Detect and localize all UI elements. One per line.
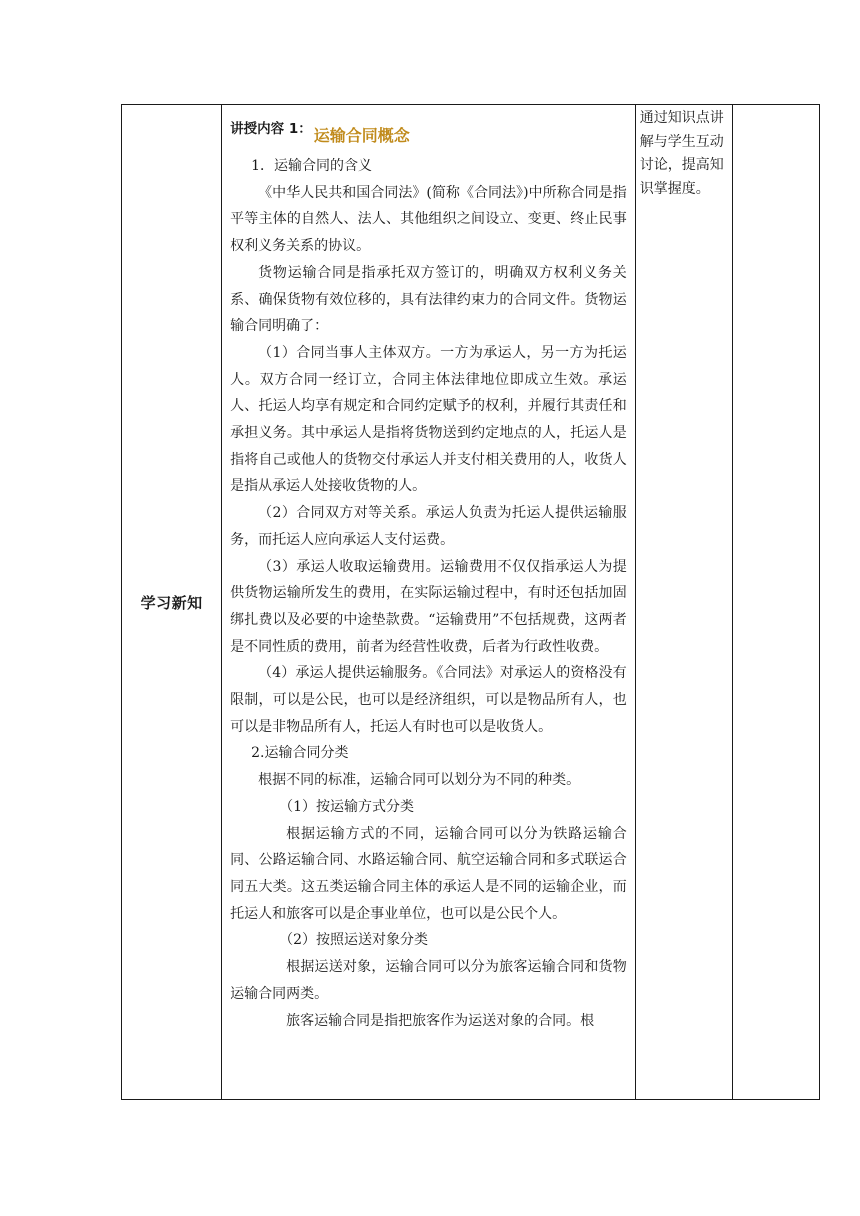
content-paragraph: （1）按运输方式分类 (279, 798, 415, 815)
teaching-content (222, 105, 635, 1034)
content-paragraph: 根据运输方式的不同，运输合同可以分为铁路运输合同、公路运输合同、水路运输合同、航空运输合同和多式联运合同五大类。这五类运输合同主体的承运人是不同的运输企业，而托运人和旅客可以是企事业单位，也可以是公民个人。 (230, 825, 627, 922)
content-heading (230, 111, 627, 147)
content-paragraph: 货物运输合同是指承托双方签订的，明确双方权利义务关系、确保货物有效位移的，具有法律约束力的合同文件。货物运输合同明确了： (230, 264, 627, 335)
teaching-aim-cell (635, 105, 732, 1100)
section-label: 学习新知 (140, 593, 203, 612)
content-paragraph: （2）按照运送对象分类 (279, 932, 429, 949)
table-row (122, 105, 820, 1100)
content-paragraphs (230, 153, 627, 1034)
content-paragraph: 《中华人民共和国合同法》(简称《合同法》)中所称合同是指平等主体的自然人、法人、其他组织之间设立、变更、终止民事权利义务关系的协议。 (230, 184, 627, 255)
section-label-cell (122, 105, 222, 1100)
content-paragraph: （4）承运人提供运输服务。《合同法》对承运人的资格没有限制，可以是公民，也可以是经济组织，可以是物品所有人，也可以是非物品所有人，托运人有时也可以是收货人。 (230, 665, 627, 735)
content-paragraph: 2.运输合同分类 (251, 745, 349, 762)
teaching-content-cell (222, 105, 636, 1100)
content-paragraph: 旅客运输合同是指把旅客作为运送对象的合同。根 (286, 1012, 595, 1029)
notes-cell (732, 105, 819, 1100)
lesson-plan-table (121, 104, 820, 1100)
content-paragraph: 根据不同的标准，运输合同可以划分为不同的种类。 (258, 772, 581, 789)
teaching-aim-text: 通过知识点讲解与学生互动讨论，提高知识掌握度。 (639, 110, 724, 197)
content-paragraph: （3）承运人收取运输费用。运输费用不仅仅指承运人为提供货物运输所发生的费用，在实际运输过程中，有时还包括加固绑扎费以及必要的中途垫款费。“运输费用”不包括规费，这两者是不同性质的费用，前者为经营性收费，后者为行政性收费。 (230, 558, 627, 655)
content-paragraph: （2）合同双方对等关系。承运人负责为托运人提供运输服务，而托运人应向承运人支付运费。 (230, 505, 627, 548)
content-heading-title: 运输合同概念 (313, 126, 410, 145)
content-paragraph: 1．运输合同的含义 (251, 158, 373, 174)
content-heading-label: 讲授内容 1： (230, 121, 312, 137)
content-paragraph: （1）合同当事人主体双方。一方为承运人，另一方为托运人。双方合同一经订立，合同主体法律地位即成立生效。承运人、托运人均享有规定和合同约定赋予的权利，并履行其责任和承担义务。其中承运人是指将货物送到约定地点的人，托运人是指将自己或他人的货物交付承运人并支付相关费用的人，收货人是指从承运人处接收货物的人。 (230, 344, 627, 495)
content-paragraph: 根据运送对象，运输合同可以分为旅客运输合同和货物运输合同两类。 (230, 959, 627, 1002)
